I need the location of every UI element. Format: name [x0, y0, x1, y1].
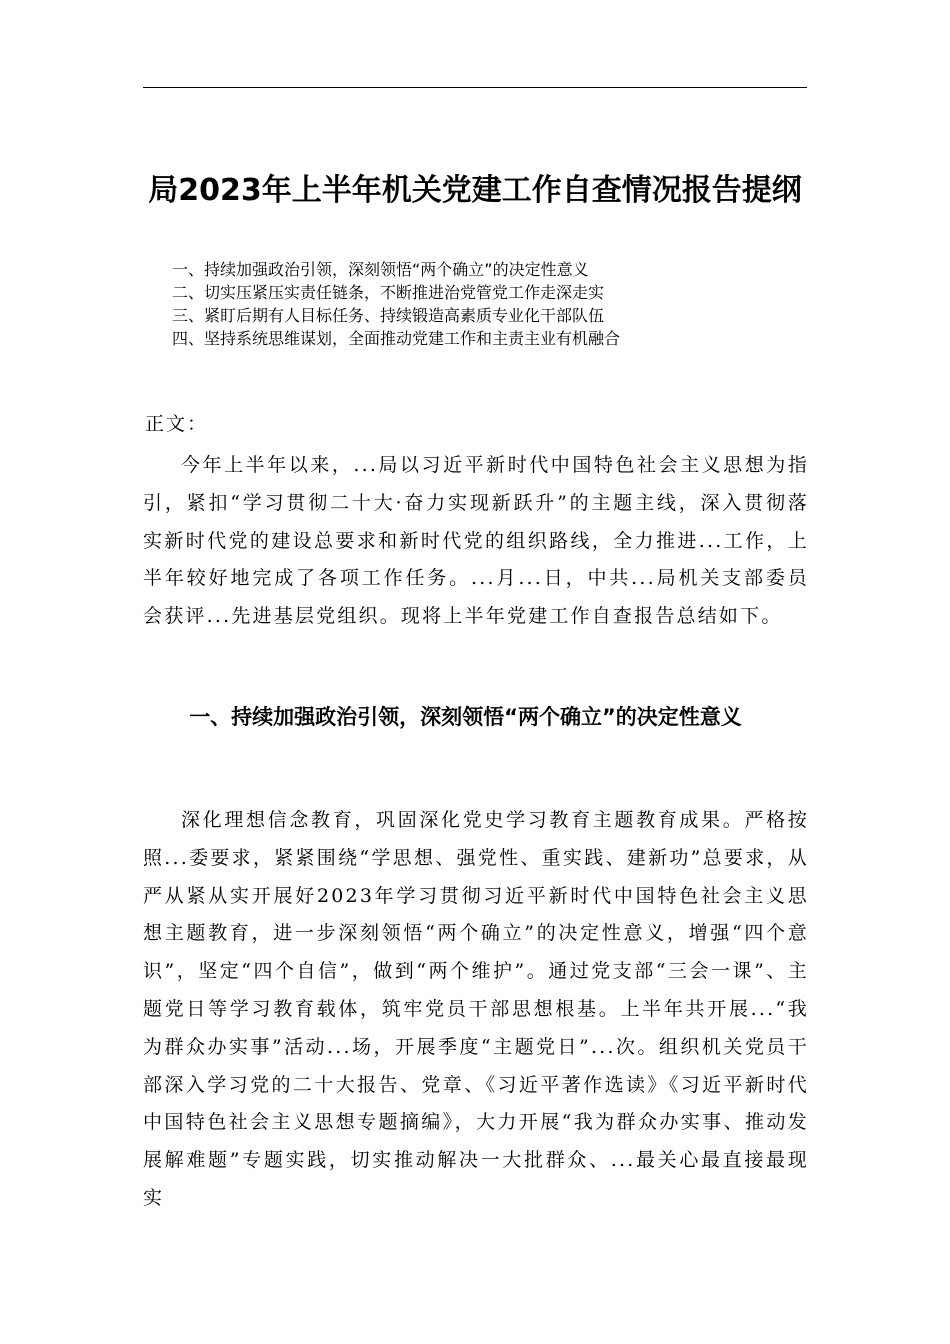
document-title: 局2023年上半年机关党建工作自查情况报告提纲	[148, 173, 802, 208]
header-rule	[143, 87, 807, 88]
section-heading: 一、持续加强政治引领，深刻领悟“两个确立”的决定性意义	[189, 705, 742, 729]
outline-item: 四、坚持系统思维谋划，全面推动党建工作和主责主业有机融合	[172, 329, 621, 348]
outline-item: 三、紧盯后期有人目标任务、持续锻造高素质专业化干部队伍	[172, 306, 605, 325]
section-paragraph: 深化理想信念教育，巩固深化党史学习教育主题教育成果。严格按照...委要求，紧紧围绕“学思想、强党性、重实践、建新功”总要求，从严从紧从实开展好2023年学习贯彻习近平新时代中国特色社会主义思想主题教育，进一步深刻领悟“两个确立”的决定性意义，增强“四个意识”，坚定“四个自信”，做到“两个维护”。通过党支部“三会一课”、主题党日等学习教育载体，筑牢党员干部思想根基。上半年共开展...“我为群众办实事”活动...场，开展季度“主题党日”...次。组织机关党员干部深入学习党的二十大报告、党章、《习近平著作选读》《习近平新时代中国特色社会主义思想专题摘编》，大力开展“我为群众办实事、推动发展解难题”专题实践，切实推动解决一大批群众、...最关心最直接最现实	[143, 809, 809, 1209]
outline-item: 二、切实压紧压实责任链条，不断推进治党管党工作走深走实	[172, 283, 605, 302]
outline-item: 一、持续加强政治引领，深刻领悟“两个确立”的决定性意义	[172, 260, 589, 279]
intro-paragraph: 今年上半年以来，...局以习近平新时代中国特色社会主义思想为指引，紧扣“学习贯彻二十大·奋力实现新跃升”的主题主线，深入贯彻落实新时代党的建设总要求和新时代党的组织路线，全力推进...工作，上半年较好地完成了各项工作任务。...月...日，中共...局机关支部委员会获评...先进基层党组织。现将上半年党建工作自查报告总结如下。	[143, 454, 809, 628]
outline-list	[172, 258, 812, 350]
body-label: 正文：	[145, 413, 209, 435]
